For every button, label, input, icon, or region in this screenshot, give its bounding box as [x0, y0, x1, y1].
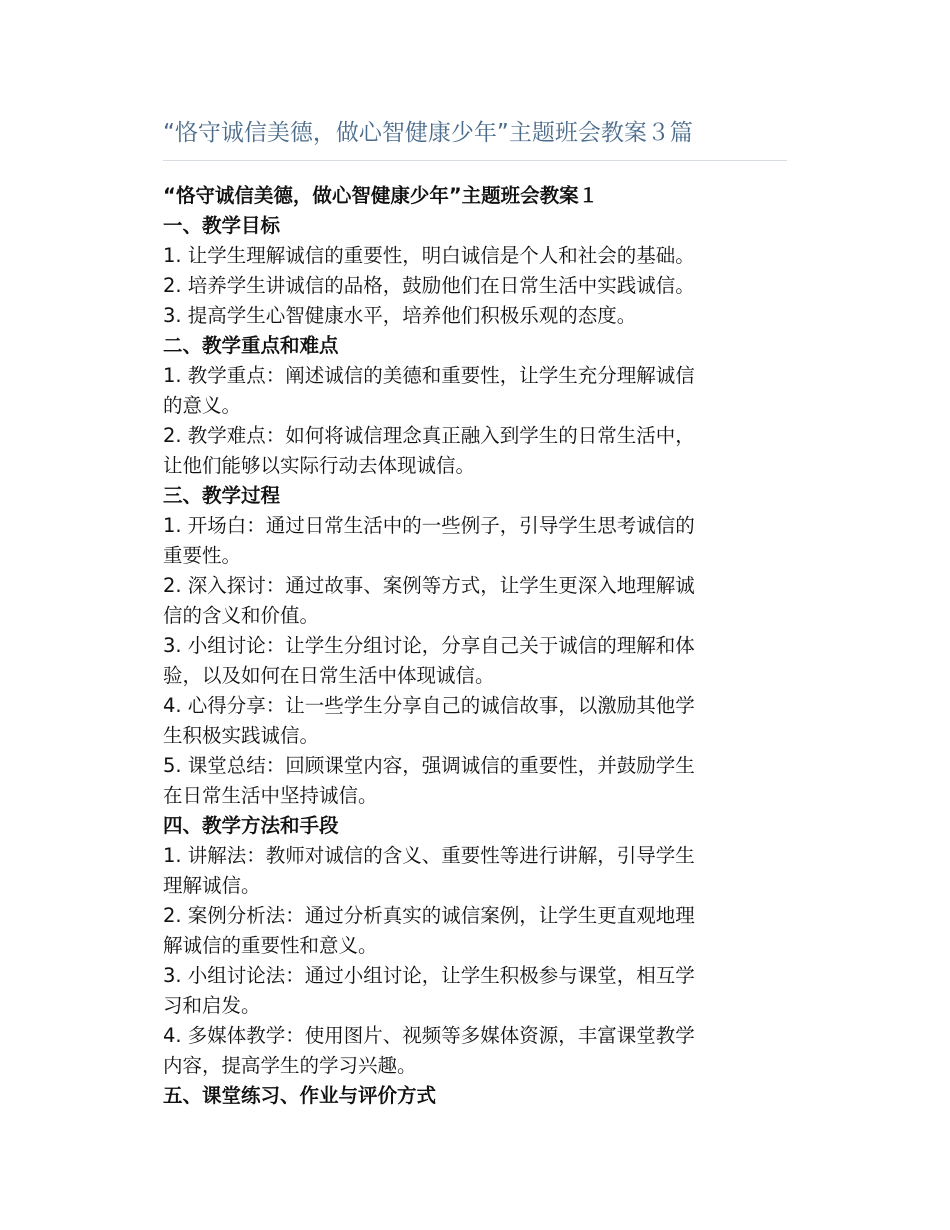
- list-item: [163, 751, 773, 811]
- list-item-line: 1. 让学生理解诚信的重要性，明白诚信是个人和社会的基础。: [163, 244, 695, 267]
- list-item-line: 4. 多媒体教学：使用图片、视频等多媒体资源，丰富课堂教学: [163, 1024, 695, 1047]
- list-item: [163, 841, 773, 901]
- list-item-line: 2. 深入探讨：通过故事、案例等方式，让学生更深入地理解诚: [163, 574, 695, 597]
- list-item-line: 信的含义和价值。: [163, 604, 320, 627]
- list-item-line: 2. 培养学生讲诚信的品格，鼓励他们在日常生活中实践诚信。: [163, 274, 695, 297]
- list-item-line: 生积极实践诚信。: [163, 724, 320, 747]
- list-item-line: 理解诚信。: [163, 874, 261, 897]
- list-item-line: 让他们能够以实际行动去体现诚信。: [163, 454, 476, 477]
- list-item: [163, 301, 773, 331]
- lesson-plan-subtitle: “恪守诚信美德，做心智健康少年”主题班会教案１: [163, 184, 599, 207]
- list-item: [163, 901, 773, 961]
- list-item-line: 验，以及如何在日常生活中体现诚信。: [163, 664, 495, 687]
- sections-container: [163, 211, 773, 1111]
- list-item: [163, 1021, 773, 1081]
- list-item-line: 习和启发。: [163, 994, 261, 1017]
- list-item: [163, 271, 773, 301]
- list-item-line: 2. 案例分析法：通过分析真实的诚信案例，让学生更直观地理: [163, 904, 695, 927]
- section-heading: 五、课堂练习、作业与评价方式: [163, 1084, 437, 1107]
- section-heading: 四、教学方法和手段: [163, 814, 339, 837]
- list-item-line: 2. 教学难点：如何将诚信理念真正融入到学生的日常生活中，: [163, 424, 695, 447]
- list-item: [163, 421, 773, 481]
- list-item: [163, 241, 773, 271]
- list-item: [163, 571, 773, 631]
- list-item-line: 3. 小组讨论：让学生分组讨论，分享自己关于诚信的理解和体: [163, 634, 695, 657]
- section-heading: 一、教学目标: [163, 214, 281, 237]
- list-item-line: 1. 教学重点：阐述诚信的美德和重要性，让学生充分理解诚信: [163, 364, 695, 387]
- list-item: [163, 961, 773, 1021]
- list-item: [163, 361, 773, 421]
- list-item: [163, 691, 773, 751]
- list-item: [163, 511, 773, 571]
- list-item-line: 在日常生活中坚持诚信。: [163, 784, 378, 807]
- list-item: [163, 631, 773, 691]
- list-item-line: 3. 小组讨论法：通过小组讨论，让学生积极参与课堂，相互学: [163, 964, 695, 987]
- document-title: “恪守诚信美德，做心智健康少年”主题班会教案３篇: [163, 120, 693, 146]
- list-item-line: 5. 课堂总结：回顾课堂内容，强调诚信的重要性，并鼓励学生: [163, 754, 695, 777]
- section-heading: 三、教学过程: [163, 484, 281, 507]
- list-item-line: 1. 开场白：通过日常生活中的一些例子，引导学生思考诚信的: [163, 514, 695, 537]
- list-item-line: 的意义。: [163, 394, 242, 417]
- list-item-line: 解诚信的重要性和意义。: [163, 934, 378, 957]
- list-item-line: 3. 提高学生心智健康水平，培养他们积极乐观的态度。: [163, 304, 637, 327]
- document-body: [163, 181, 773, 1111]
- list-item-line: 4. 心得分享：让一些学生分享自己的诚信故事，以激励其他学: [163, 694, 695, 717]
- title-divider: [163, 160, 787, 161]
- list-item-line: 重要性。: [163, 544, 242, 567]
- section-heading: 二、教学重点和难点: [163, 334, 339, 357]
- list-item-line: 内容，提高学生的学习兴趣。: [163, 1054, 417, 1077]
- list-item-line: 1. 讲解法：教师对诚信的含义、重要性等进行讲解，引导学生: [163, 844, 695, 867]
